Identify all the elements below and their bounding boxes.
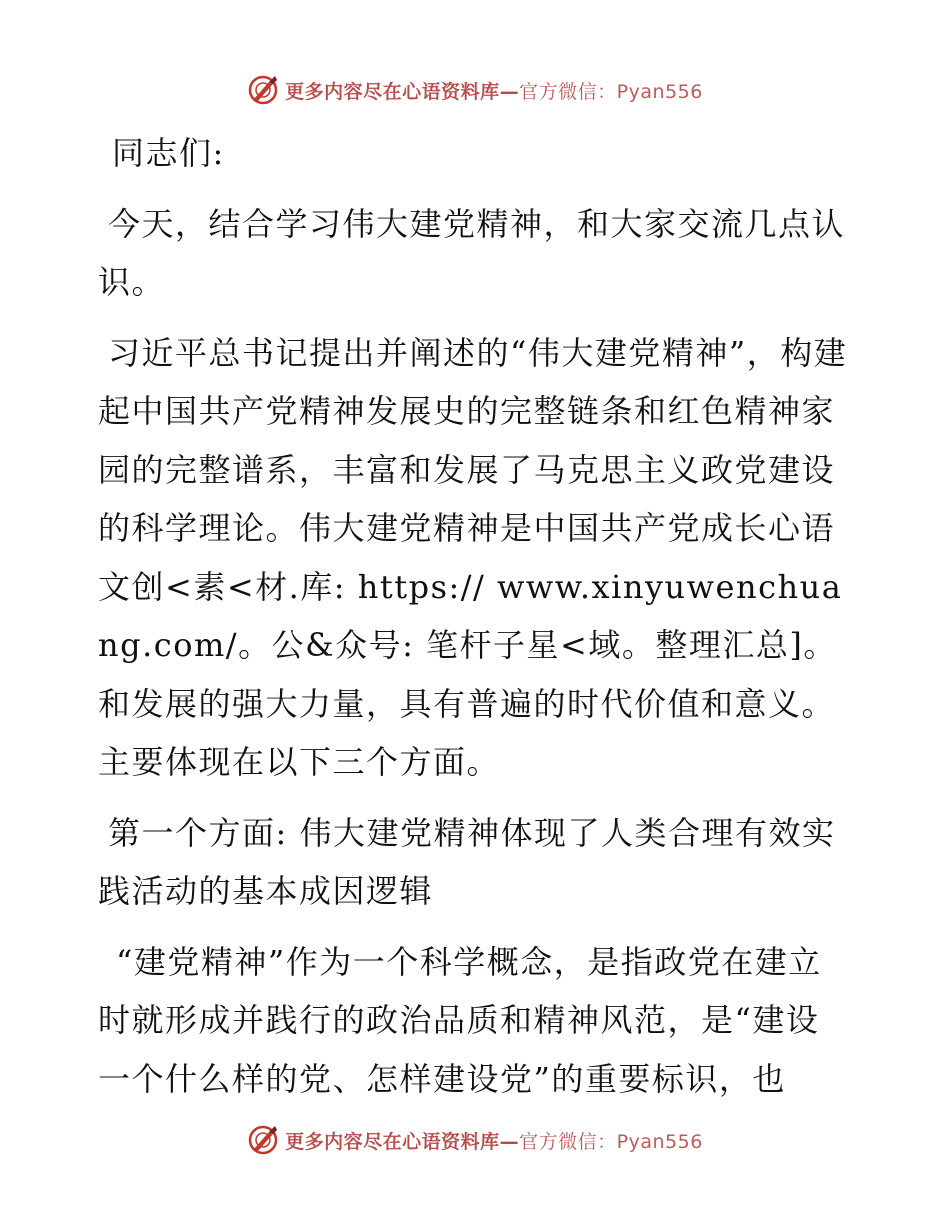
document-body: [98, 124, 850, 1108]
pen-logo-icon: [247, 74, 279, 106]
header-wechat-text: 官方微信：Pyan556: [519, 80, 703, 103]
footer-separator: —: [499, 1130, 520, 1153]
header-separator: —: [499, 80, 520, 103]
paragraph-main: 习近平总书记提出并阐述的“伟大建党精神”，构建起中国共产党精神发展史的完整链条和红色精神家园的完整谱系，丰富和发展了马克思主义政党建设的科学理论。伟大建党精神是中国共产党成长心语文创<素<材.库: https:// www.xinyuwenchuang.com/。公&众号: 笔杆子星<域。整理汇总]。和发展的强大力量，具有普遍的时代价值和意义。主要体现在以下三个方面。: [98, 333, 848, 781]
paragraph-intro: 今天，结合学习伟大建党精神，和大家交流几点认识。: [98, 204, 846, 301]
greeting: 同志们:: [112, 134, 225, 172]
section-heading-first-aspect: 第一个方面: 伟大建党精神体现了人类合理有效实践活动的基本成因逻辑: [98, 813, 836, 910]
header-watermark-text: 更多内容尽在心语资料库: [285, 80, 500, 103]
header-watermark: [0, 70, 950, 110]
footer-watermark: [0, 1120, 950, 1160]
footer-watermark-text: 更多内容尽在心语资料库: [285, 1130, 500, 1153]
pen-logo-icon: [247, 1124, 279, 1156]
footer-wechat-text: 官方微信：Pyan556: [519, 1130, 703, 1153]
paragraph-concept: “建党精神”作为一个科学概念，是指政党在建立时就形成并践行的政治品质和精神风范，是“建设一个什么样的党、怎样建设党”的重要标识，也: [98, 942, 822, 1098]
